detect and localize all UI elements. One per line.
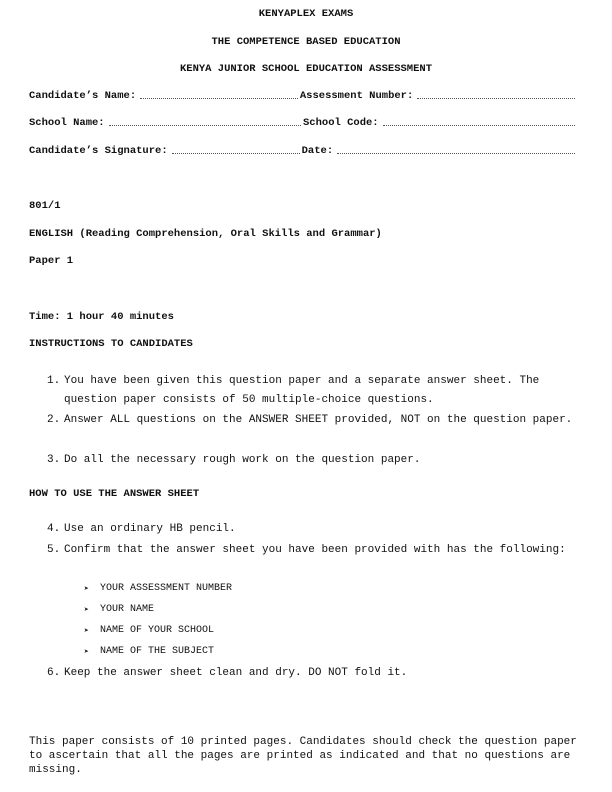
item-number: 3. xyxy=(47,454,61,466)
arrowhead-bullet-icon: ➤ xyxy=(84,647,89,657)
item-number: 2. xyxy=(47,414,61,426)
paper-number: Paper 1 xyxy=(29,255,74,267)
header-curriculum: THE COMPETENCE BASED EDUCATION xyxy=(211,36,401,48)
instructions-heading: INSTRUCTIONS TO CANDIDATES xyxy=(29,338,193,350)
school-code-field[interactable] xyxy=(383,124,575,126)
subject-title: ENGLISH (Reading Comprehension, Oral Skills and Grammar) xyxy=(29,228,382,240)
time-allowed: Time: 1 hour 40 minutes xyxy=(29,311,174,323)
checklist-item xyxy=(84,583,232,594)
instruction-item xyxy=(47,541,587,560)
date-field[interactable] xyxy=(337,152,575,154)
header-exam-body: KENYAPLEX EXAMS xyxy=(258,8,354,20)
assessment-number-label: Assessment Number: xyxy=(299,90,414,102)
item-text: Keep the answer sheet clean and dry. DO NOT fold it. xyxy=(64,667,408,679)
row-school xyxy=(29,117,577,129)
checklist-text: YOUR ASSESSMENT NUMBER xyxy=(100,583,233,594)
school-name-field[interactable] xyxy=(109,124,301,126)
candidate-name-field[interactable] xyxy=(140,97,298,99)
checklist-item xyxy=(84,625,214,636)
item-number: 1. xyxy=(47,375,61,387)
instruction-item xyxy=(47,411,587,430)
instruction-item xyxy=(47,664,587,683)
arrowhead-bullet-icon: ➤ xyxy=(84,605,89,615)
item-number: 4. xyxy=(47,523,61,535)
school-name-label: School Name: xyxy=(29,117,105,129)
arrowhead-bullet-icon: ➤ xyxy=(84,626,89,636)
school-code-label: School Code: xyxy=(303,117,379,129)
row-signature-date xyxy=(29,145,577,157)
paper-code: 801/1 xyxy=(29,200,61,212)
candidate-signature-field[interactable] xyxy=(172,152,300,154)
instruction-item xyxy=(47,372,587,409)
checklist-text: YOUR NAME xyxy=(100,604,155,615)
instruction-item xyxy=(47,451,587,470)
checklist-text: NAME OF YOUR SCHOOL xyxy=(100,625,215,636)
arrowhead-bullet-icon: ➤ xyxy=(84,584,89,594)
header-assessment-title: KENYA JUNIOR SCHOOL EDUCATION ASSESSMENT xyxy=(179,63,433,75)
row-name-assessment xyxy=(29,90,577,102)
checklist-item xyxy=(84,646,214,657)
item-number: 6. xyxy=(47,667,61,679)
assessment-number-field[interactable] xyxy=(417,97,575,99)
checklist-text: NAME OF THE SUBJECT xyxy=(100,646,215,657)
candidate-signature-label: Candidate’s Signature: xyxy=(29,145,168,157)
instruction-item xyxy=(47,520,587,539)
date-label: Date: xyxy=(301,145,334,157)
item-text: Confirm that the answer sheet you have been provided with has the following: xyxy=(64,544,566,556)
answer-sheet-heading: HOW TO USE THE ANSWER SHEET xyxy=(29,488,200,500)
candidate-name-label: Candidate’s Name: xyxy=(29,90,137,102)
item-text: Use an ordinary HB pencil. xyxy=(64,523,236,535)
item-text: Answer ALL questions on the ANSWER SHEET provided, NOT on the question paper. xyxy=(64,414,573,426)
item-text: Do all the necessary rough work on the question paper. xyxy=(64,454,421,466)
checklist-item xyxy=(84,604,154,615)
item-text: You have been given this question paper and a separate answer sheet. The question paper consists of 50 multiple-choice questions. xyxy=(64,375,540,406)
item-number: 5. xyxy=(47,544,61,556)
page-count-note: This paper consists of 10 printed pages. Candidates should check the question paper to ascertain that all the pages are printed as indicated and that no questions are missing. xyxy=(29,736,577,776)
